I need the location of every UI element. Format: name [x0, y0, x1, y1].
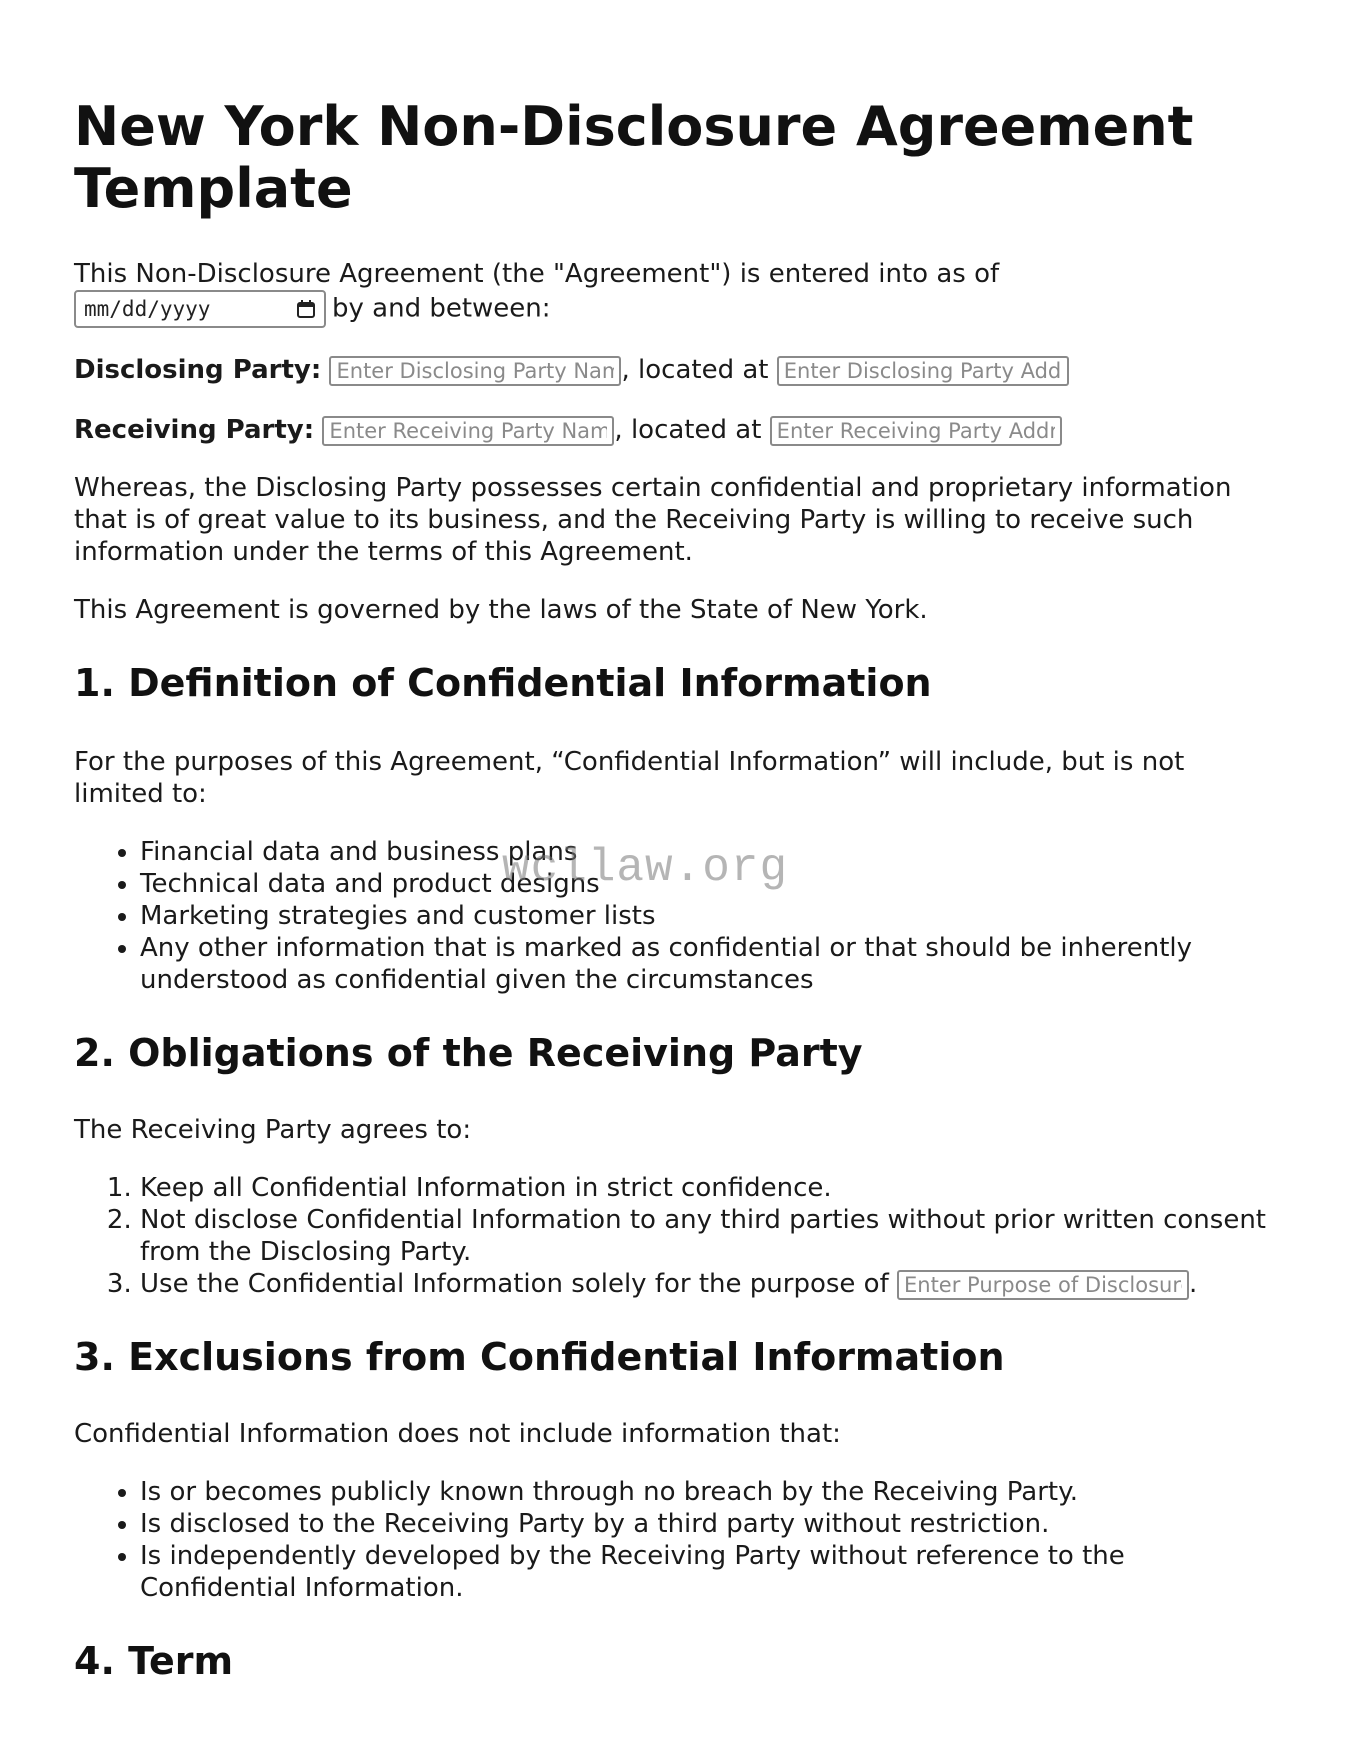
purpose-of-disclosure-input[interactable]: [897, 1270, 1189, 1300]
section-4-heading: 4. Term: [74, 1639, 234, 1683]
watermark-text: wcllaw.org: [502, 842, 789, 894]
list-item: • Financial data and business plans: [140, 836, 1274, 868]
intro-text-after: by and between:: [332, 293, 551, 324]
list-item: • Is disclosed to the Receiving Party by a third party without restriction.: [140, 1508, 1274, 1540]
list-item: 1. Keep all Confidential Information in strict confidence.: [140, 1172, 1274, 1204]
section-2-heading: 2. Obligations of the Receiving Party: [74, 1031, 863, 1075]
section-1-intro: For the purposes of this Agreement, “Confidential Information” will include, but is not limited to:: [74, 747, 1185, 809]
located-at-text: , located at: [614, 415, 762, 445]
list-item: • Marketing strategies and customer lists: [140, 900, 1274, 932]
receiving-party-line: [74, 412, 1274, 448]
section-2-list: [74, 1172, 1274, 1300]
section-3-intro: Confidential Information does not include information that:: [74, 1419, 841, 1449]
receiving-party-label: Receiving Party:: [74, 415, 315, 445]
list-item: • Is independently developed by the Receiving Party without reference to the Confidential Information.: [140, 1540, 1274, 1604]
list-item: • Any other information that is marked as confidential or that should be inherently understood as confidential given the circumstances: [140, 932, 1274, 996]
date-placeholder: mm/dd/yyyy: [84, 297, 211, 321]
governing-law-paragraph: This Agreement is governed by the laws of the State of New York.: [74, 595, 928, 625]
item-3-text: Use the Confidential Information solely for the purpose of: [140, 1269, 889, 1299]
disclosing-party-name-input[interactable]: [329, 356, 621, 386]
section-1-list: [74, 836, 1274, 996]
list-item: • Is or becomes publicly known through no breach by the Receiving Party.: [140, 1476, 1274, 1508]
whereas-paragraph: Whereas, the Disclosing Party possesses certain confidential and proprietary information that is of great value to its business, and the Receiving Party is willing to receive such information under the terms of this Agreement.: [74, 473, 1232, 567]
located-at-text: , located at: [621, 355, 769, 385]
calendar-icon[interactable]: [296, 299, 316, 319]
section-1-heading: 1. Definition of Confidential Information: [74, 661, 932, 705]
agreement-date-input[interactable]: [74, 290, 326, 328]
section-2-intro: The Receiving Party agrees to:: [74, 1115, 472, 1145]
disclosing-party-address-input[interactable]: [777, 356, 1069, 386]
list-item: [140, 1268, 1274, 1300]
disclosing-party-line: [74, 352, 1274, 388]
section-3-list: [74, 1476, 1274, 1604]
intro-paragraph: [74, 258, 1274, 328]
list-item: • Technical data and product designs: [140, 868, 1274, 900]
document-page: [74, 0, 1274, 1684]
receiving-party-address-input[interactable]: [770, 416, 1062, 446]
section-3-heading: 3. Exclusions from Confidential Information: [74, 1335, 1005, 1379]
receiving-party-name-input[interactable]: [322, 416, 614, 446]
list-item: 2. Not disclose Confidential Information to any third parties without prior written consent from the Disclosing Party.: [140, 1204, 1274, 1268]
disclosing-party-label: Disclosing Party:: [74, 355, 322, 385]
intro-text: This Non-Disclosure Agreement (the "Agreement") is entered into as of: [74, 259, 1000, 289]
item-3-end: .: [1188, 1269, 1198, 1299]
page-title: New York Non-Disclosure Agreement Template: [74, 95, 1194, 220]
